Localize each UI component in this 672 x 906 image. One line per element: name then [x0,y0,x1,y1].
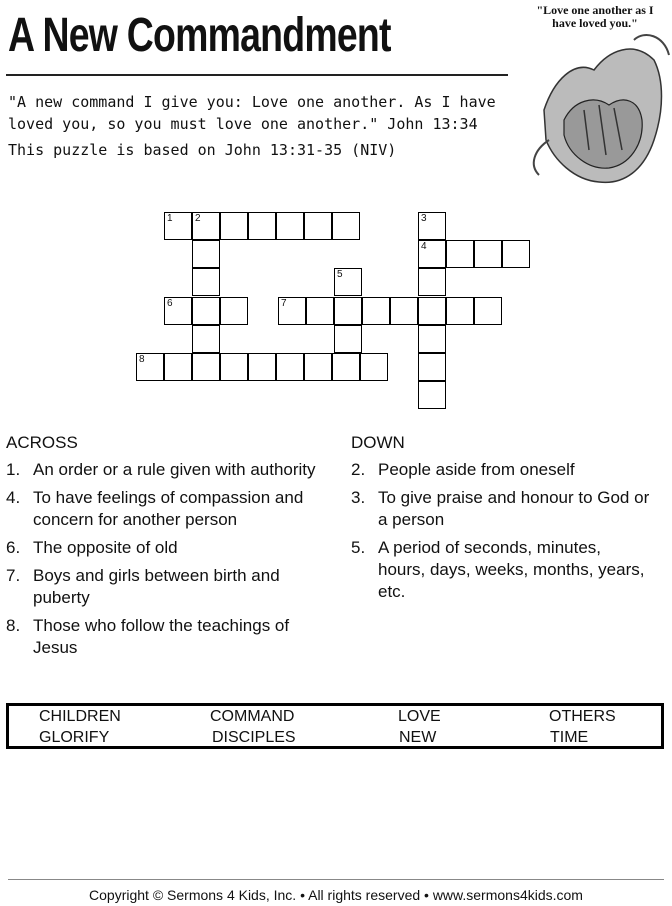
crossword-cell[interactable] [418,297,446,325]
clue-item: 5. A period of seconds, minutes, hours, days, weeks, months, years, etc. [351,538,645,601]
clue-item: 8. Those who follow the teachings of Jesus [6,616,290,657]
crossword-cell[interactable] [304,353,332,381]
clue-item: 2. People aside from oneself [351,460,575,479]
down-heading: DOWN [351,433,405,452]
page-title: A New Commandment [8,9,391,62]
crossword-cell[interactable] [220,212,248,240]
word-bank-item: TIME [550,729,589,746]
clue-number: 7 [281,298,287,309]
crossword-cell[interactable] [220,297,248,325]
clue-number: 4 [421,241,427,252]
crossword-cell[interactable] [332,353,360,381]
word-bank-item: GLORIFY [39,729,110,746]
crossword-cell[interactable] [192,212,220,240]
crossword-cell[interactable] [248,353,276,381]
word-bank-item: CHILDREN [39,708,121,725]
crossword-cell[interactable] [418,212,446,240]
crossword-cell[interactable] [276,353,304,381]
crossword-cell[interactable] [278,297,306,325]
crossword-cell[interactable] [474,297,502,325]
down-clues [351,432,651,609]
across-clues [6,432,326,665]
crossword-cell[interactable] [306,297,334,325]
word-bank-item: LOVE [398,708,441,725]
clue-item: 6. The opposite of old [6,538,178,557]
clue-number: 3 [421,213,427,224]
crossword-cell[interactable] [332,212,360,240]
footer-divider [8,879,664,880]
clue-number: 5 [337,269,343,280]
crossword-cell[interactable] [418,353,446,381]
clue-number: 2 [195,213,201,224]
crossword-cell[interactable] [502,240,530,268]
crossword-cell[interactable] [418,240,446,268]
clue-item: 1. An order or a rule given with authority [6,460,316,479]
crossword-cell[interactable] [136,353,164,381]
crossword-cell[interactable] [334,297,362,325]
crossword-cell[interactable] [248,212,276,240]
crossword-cell[interactable] [192,268,220,296]
crossword-cell[interactable] [192,325,220,353]
crossword-cell[interactable] [192,297,220,325]
copyright-footer: Copyright © Sermons 4 Kids, Inc. • All rights reserved • www.sermons4kids.com [89,887,583,903]
across-heading: ACROSS [6,433,78,452]
crossword-cell[interactable] [418,381,446,409]
word-bank-item: OTHERS [549,708,616,725]
word-bank-item: DISCIPLES [212,729,296,746]
image-caption: "Love one another as I have loved you." [536,3,654,30]
crossword-cell[interactable] [418,325,446,353]
crossword-cell[interactable] [446,240,474,268]
crossword-cell[interactable] [446,297,474,325]
word-bank-item: COMMAND [210,708,295,725]
crossword-cell[interactable] [390,297,418,325]
crossword-cell[interactable] [164,297,192,325]
crossword-cell[interactable] [362,297,390,325]
crossword-cell[interactable] [334,268,362,296]
crossword-cell[interactable] [164,353,192,381]
crossword-cell[interactable] [474,240,502,268]
word-bank [6,703,664,749]
clue-number: 8 [139,354,145,365]
word-bank-item: NEW [399,729,437,746]
crossword-cell[interactable] [220,353,248,381]
memory-verse: "A new command I give you: Love one another. As I have loved you, so you must love one another." John 13:34 [8,93,496,133]
title-divider [6,74,508,76]
crossword-cell[interactable] [418,268,446,296]
crossword-cell[interactable] [304,212,332,240]
crossword-cell[interactable] [164,212,192,240]
clue-item: 3. To give praise and honour to God or a person [351,488,650,529]
clue-number: 1 [167,213,173,224]
clue-item: 7. Boys and girls between birth and puberty [6,566,280,607]
based-on-text: This puzzle is based on John 13:31-35 (NIV) [8,141,397,159]
clue-number: 6 [167,298,173,309]
crossword-cell[interactable] [192,240,220,268]
clue-item: 4. To have feelings of compassion and concern for another person [6,488,304,529]
crossword-cell[interactable] [360,353,388,381]
crossword-cell[interactable] [192,353,220,381]
crossword-cell[interactable] [334,325,362,353]
crossword-cell[interactable] [276,212,304,240]
